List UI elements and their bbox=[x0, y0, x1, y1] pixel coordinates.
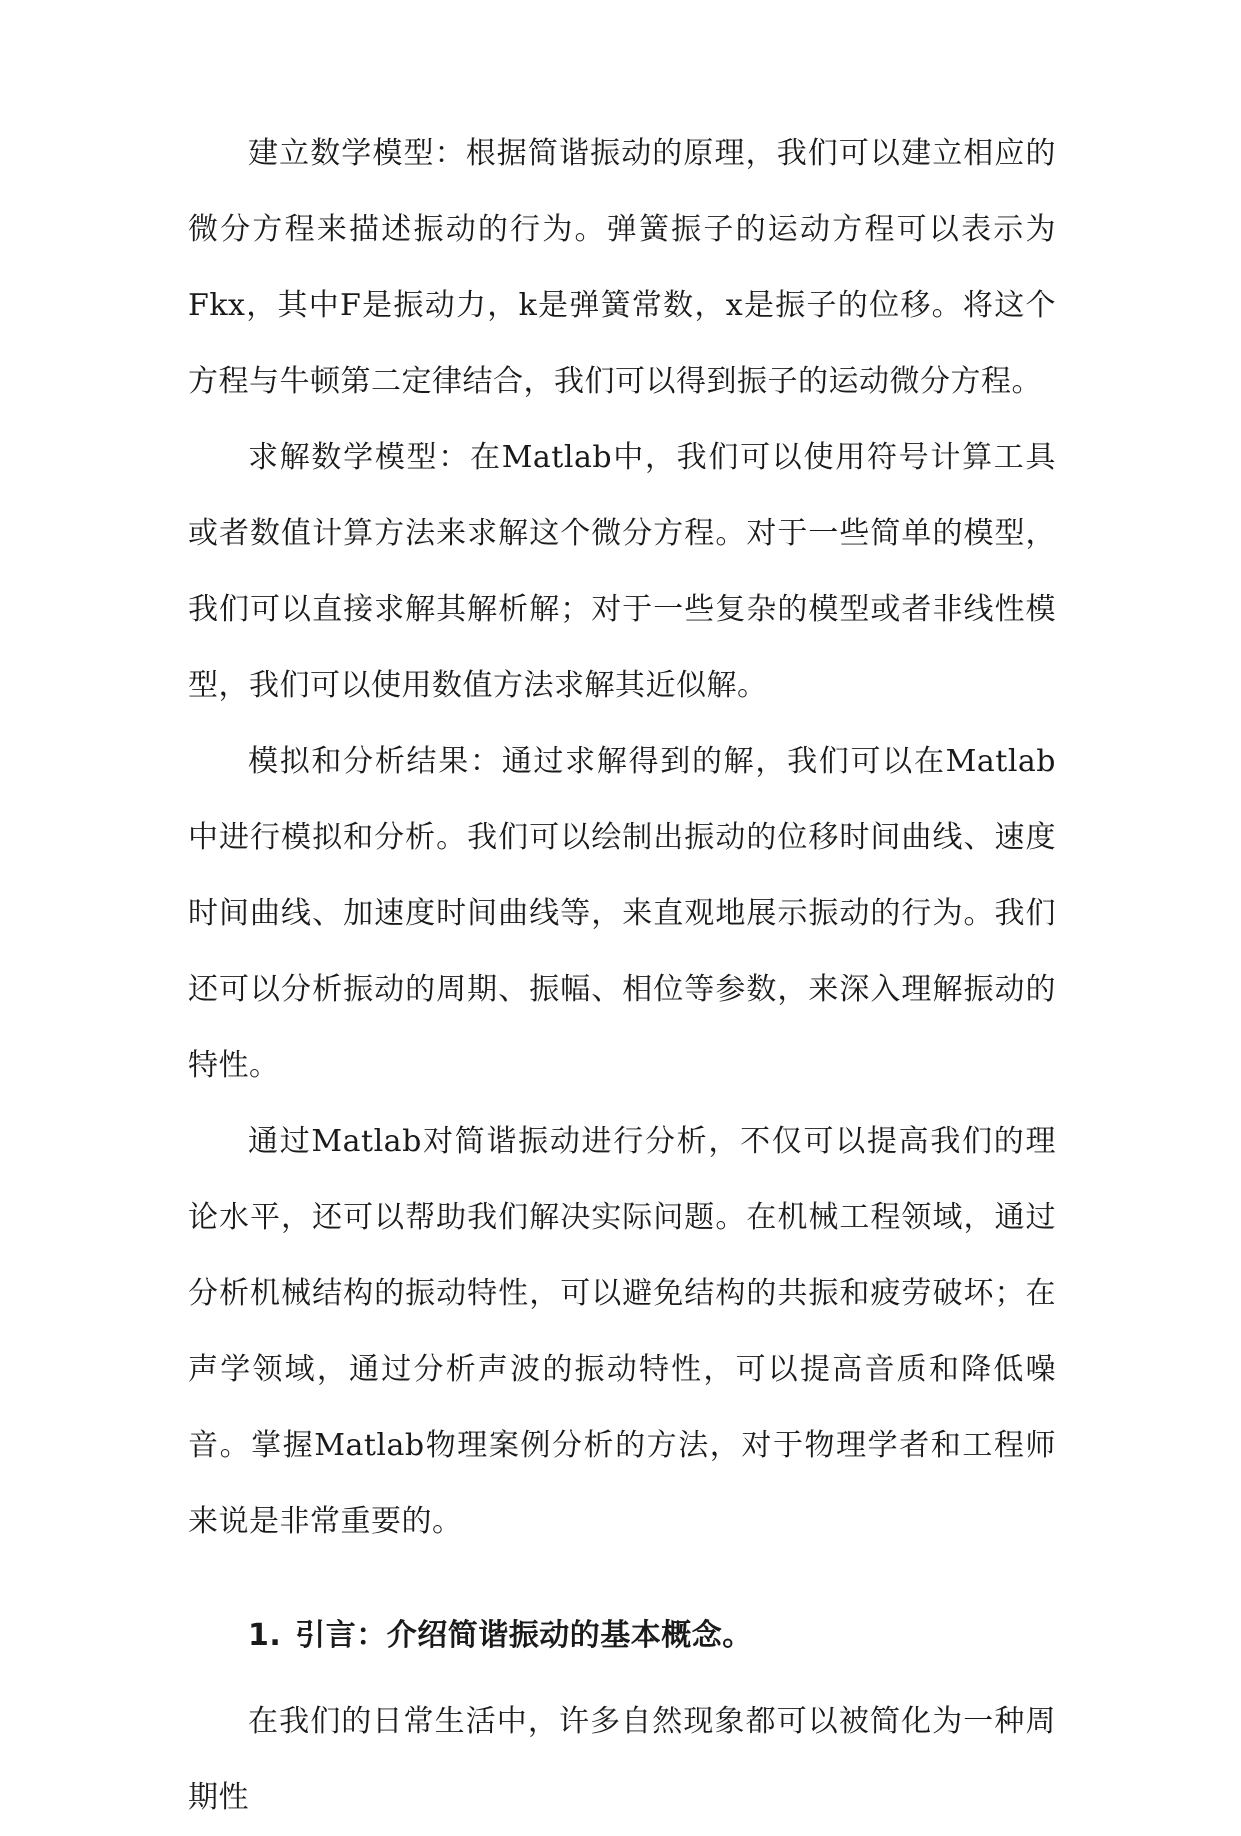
section-title: 引言：介绍简谐振动的基本概念。 bbox=[295, 1618, 753, 1653]
section-number: 1. bbox=[248, 1618, 282, 1653]
body-text bbox=[188, 116, 1056, 1836]
paragraph-build-model: 建立数学模型：根据简谐振动的原理，我们可以建立相应的微分方程来描述振动的行为。弹簧振子的运动方程可以表示为Fkx，其中F是振动力，k是弹簧常数，x是振子的位移。将这个方程与牛顿第二定律结合，我们可以得到振子的运动微分方程。 bbox=[188, 136, 1056, 399]
section-heading bbox=[188, 1588, 1056, 1684]
paragraph-simulate-analyze: 模拟和分析结果：通过求解得到的解，我们可以在Matlab中进行模拟和分析。我们可以绘制出振动的位移时间曲线、速度时间曲线、加速度时间曲线等，来直观地展示振动的行为。我们还可以分析振动的周期、振幅、相位等参数，来深入理解振动的特性。 bbox=[188, 744, 1056, 1083]
paragraph-solve-model: 求解数学模型：在Matlab中，我们可以使用符号计算工具或者数值计算方法来求解这个微分方程。对于一些简单的模型，我们可以直接求解其解析解；对于一些复杂的模型或者非线性模型，我们可以使用数值方法求解其近似解。 bbox=[188, 440, 1056, 703]
paragraph-intro: 在我们的日常生活中，许多自然现象都可以被简化为一种周期性 bbox=[188, 1704, 1056, 1815]
paragraph-summary: 通过Matlab对简谐振动进行分析，不仅可以提高我们的理论水平，还可以帮助我们解决实际问题。在机械工程领域，通过分析机械结构的振动特性，可以避免结构的共振和疲劳破坏；在声学领域，通过分析声波的振动特性，可以提高音质和降低噪音。掌握Matlab物理案例分析的方法，对于物理学者和工程师来说是非常重要的。 bbox=[188, 1124, 1056, 1539]
